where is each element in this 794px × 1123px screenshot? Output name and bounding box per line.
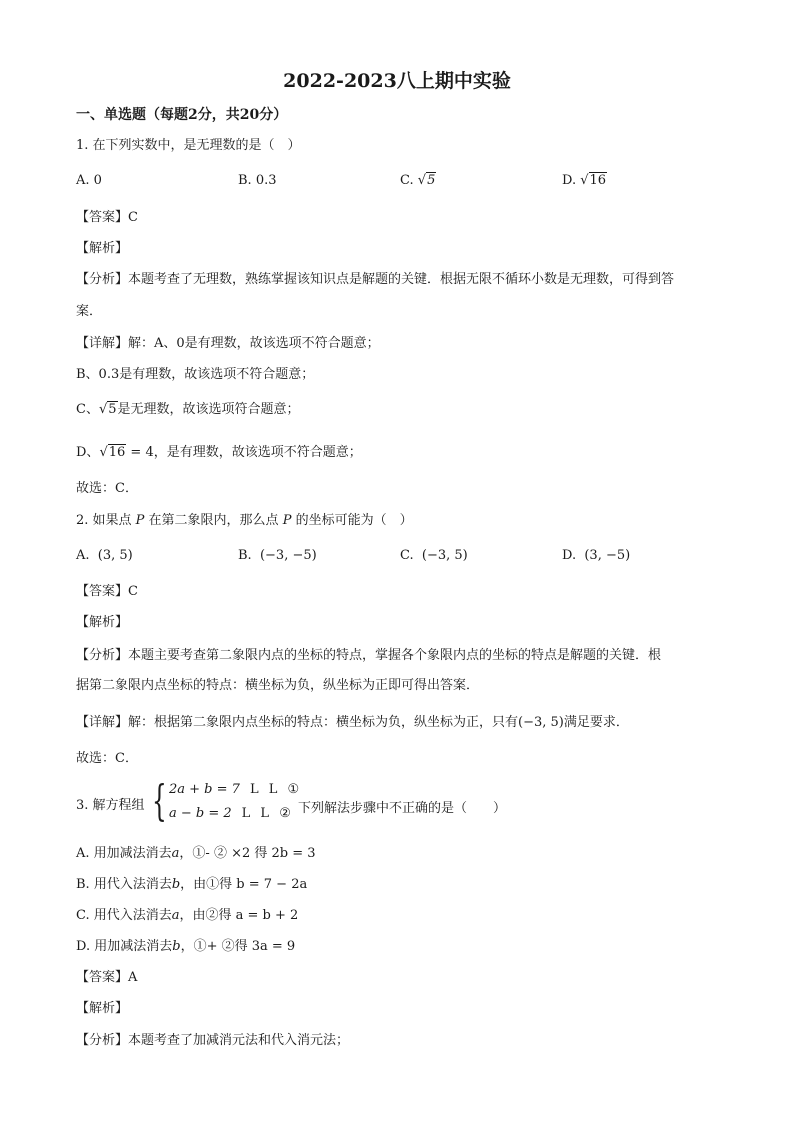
q3-answer: 【答案】A <box>76 970 138 985</box>
left-brace: { <box>152 776 167 825</box>
sqrt-symbol: √5 <box>98 402 117 417</box>
sqrt-symbol: √16 <box>99 445 126 460</box>
q2-option-b: B. (−3, −5) <box>238 548 317 563</box>
q2-analysis-line2: 据第二象限内点坐标的特点：横坐标为负，纵坐标为正即可得出答案． <box>76 678 480 693</box>
page-title: 2022-2023八上期中实验 <box>283 70 511 92</box>
q1-detail-line4: D、√16 = 4，是有理数，故该选项不符合题意； <box>76 445 362 460</box>
q3-analysis-heading: 【解析】 <box>76 1001 129 1016</box>
q3-stem-post: 下列解法步骤中不正确的是（ ） <box>298 801 507 816</box>
q1-stem: 1. 在下列实数中，是无理数的是（ ） <box>76 138 301 153</box>
q1-option-c <box>400 172 436 190</box>
q2-analysis-line1: 【分析】本题主要考查第二象限内点的坐标的特点，掌握各个象限内点的坐标的特点是解题的关键．根 <box>76 648 662 663</box>
equation-1: 2a + b = 7 L L ① <box>169 782 303 797</box>
q3-option-b: B. 用代入法消去b，由①得 b = 7 − 2a <box>76 877 308 892</box>
sqrt-symbol: √16 <box>580 173 607 188</box>
q3-option-d: D. 用加减法消去b，①+ ②得 3a = 9 <box>76 939 296 954</box>
q3-option-c: C. 用代入法消去a，由②得 a = b + 2 <box>76 908 299 923</box>
q1-option-d-label: D. <box>562 173 577 188</box>
section-heading: 一、单选题（每题2分，共20分） <box>76 107 288 123</box>
q1-detail-line3: C、√5是无理数，故该选项符合题意； <box>76 402 300 417</box>
q1-option-d <box>562 172 607 190</box>
sqrt-symbol: √5 <box>417 173 436 188</box>
q2-stem: 2. 如果点 P 在第二象限内，那么点 P 的坐标可能为（ ） <box>76 513 413 528</box>
q1-answer: 【答案】C <box>76 210 138 225</box>
q2-detail: 【详解】解：根据第二象限内点坐标的特点：横坐标为负，纵坐标为正，只有(−3, 5)满足要求． <box>76 715 629 730</box>
q1-analysis-line2: 案． <box>76 304 103 319</box>
equation-2: a − b = 2 L L ② <box>169 806 294 821</box>
q1-detail-line2: B、0.3是有理数，故该选项不符合题意； <box>76 367 315 382</box>
q1-choose: 故选：C． <box>76 481 138 496</box>
q2-answer: 【答案】C <box>76 584 138 599</box>
q1-option-c-label: C. <box>400 173 414 188</box>
q1-detail-line1: 【详解】解：A、0是有理数，故该选项不符合题意； <box>76 336 380 351</box>
q1-option-b: B. 0.3 <box>238 173 277 188</box>
q1-analysis-heading: 【解析】 <box>76 241 129 256</box>
q2-choose: 故选：C． <box>76 751 138 766</box>
q2-analysis-heading: 【解析】 <box>76 615 129 630</box>
equation-system <box>152 776 303 826</box>
q2-option-c: C. (−3, 5) <box>400 548 468 563</box>
q3-option-a: A. 用加减法消去a，①- ② ×2 得 2b = 3 <box>76 846 316 861</box>
q3-stem-pre: 3. 解方程组 <box>76 798 145 813</box>
q2-option-d: D. (3, −5) <box>562 548 631 563</box>
q1-option-a: A. 0 <box>76 173 102 188</box>
q1-analysis-line1: 【分析】本题考查了无理数，熟练掌握该知识点是解题的关键．根据无限不循环小数是无理数，可得到答 <box>76 272 675 287</box>
q2-option-a: A. (3, 5) <box>76 548 133 563</box>
q3-analysis-line1: 【分析】本题考查了加减消元法和代入消元法； <box>76 1033 350 1048</box>
